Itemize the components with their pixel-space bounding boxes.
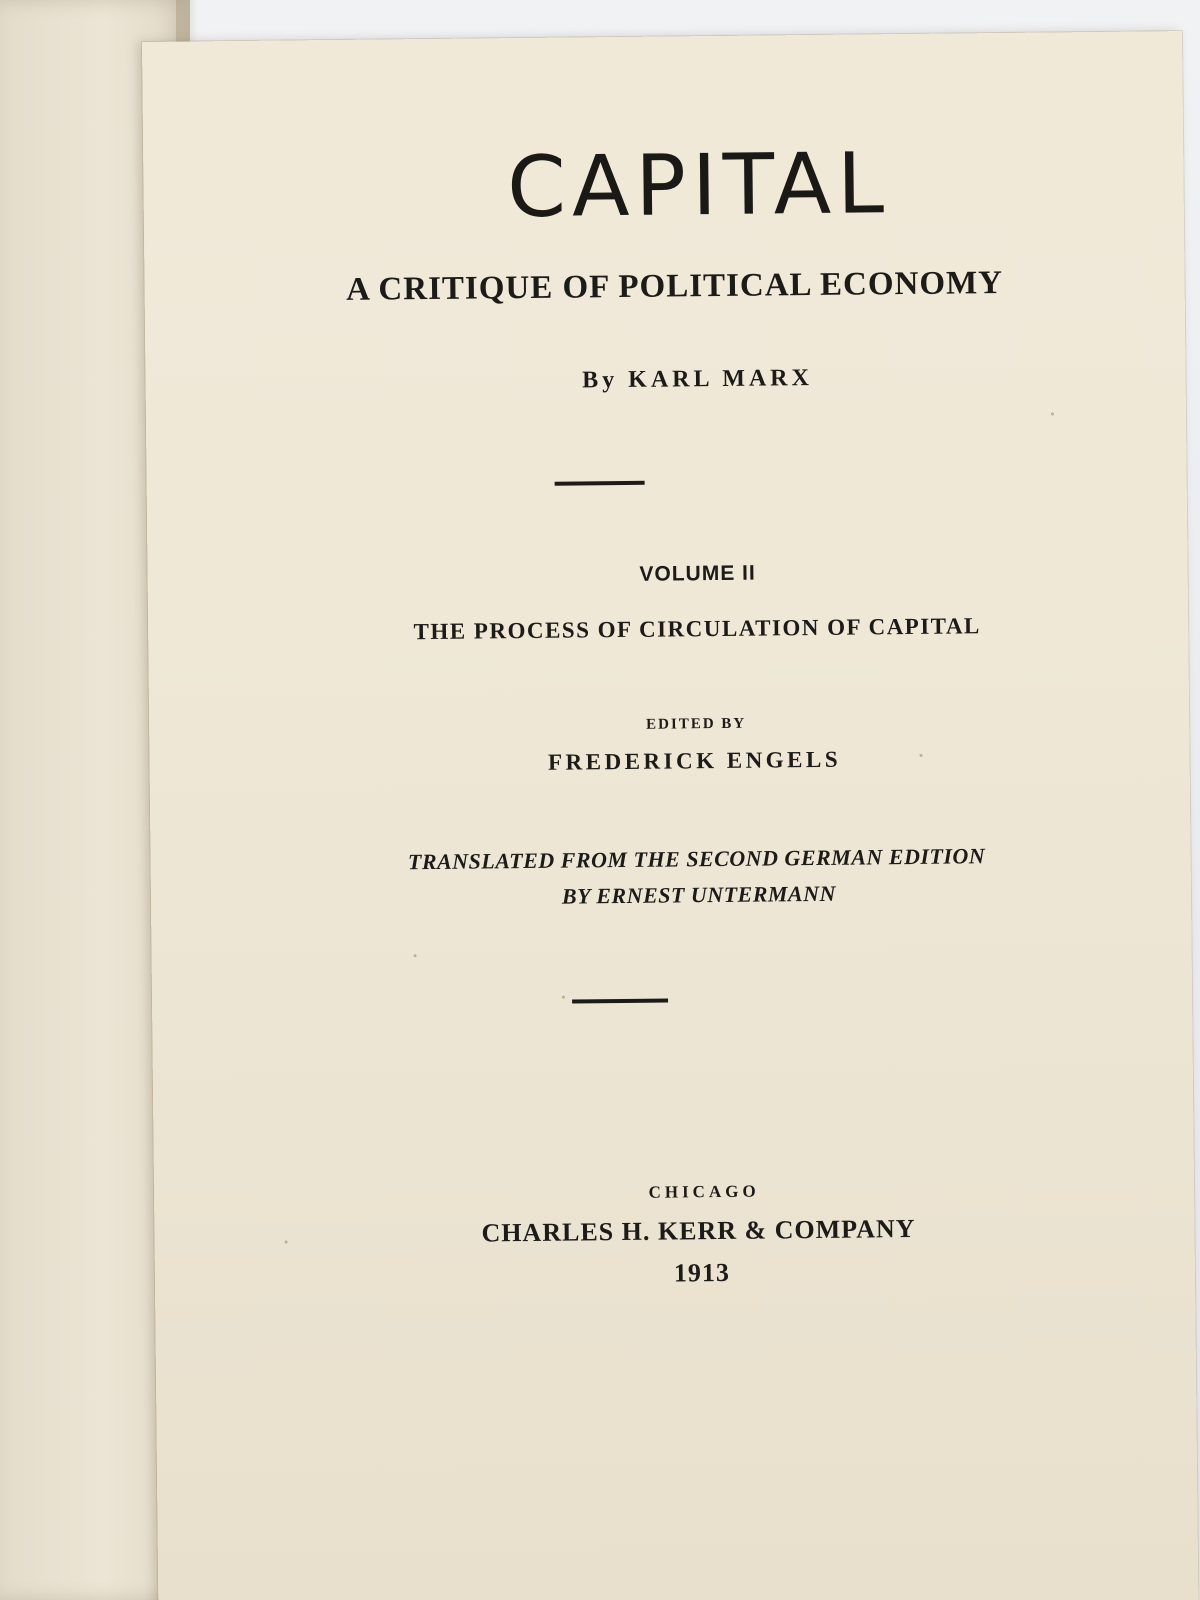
publisher-city: CHICAGO xyxy=(648,1181,760,1202)
volume-number: VOLUME II xyxy=(639,561,756,586)
translator-name: BY ERNEST UNTERMANN xyxy=(561,880,837,909)
paper-speck xyxy=(562,996,565,999)
paper-speck xyxy=(1051,412,1054,415)
title-page-content xyxy=(142,31,1198,1600)
edited-by-label: EDITED BY xyxy=(646,715,747,733)
book-subtitle: A CRITIQUE OF POLITICAL ECONOMY xyxy=(345,264,1004,308)
author-byline: By KARL MARX xyxy=(582,364,814,394)
paper-speck xyxy=(285,1241,288,1244)
paper-speck xyxy=(414,954,417,957)
title-page xyxy=(142,31,1198,1600)
paper-speck xyxy=(919,754,922,757)
book-title: CAPITAL xyxy=(506,134,891,237)
decorative-rule-top xyxy=(555,481,645,486)
volume-subtitle: THE PROCESS OF CIRCULATION OF CAPITAL xyxy=(413,613,981,645)
editor-name: FREDERICK ENGELS xyxy=(547,746,842,775)
translation-note: TRANSLATED FROM THE SECOND GERMAN EDITION xyxy=(407,843,986,875)
publication-year: 1913 xyxy=(673,1257,731,1288)
decorative-rule-bottom xyxy=(572,999,668,1004)
publisher-name: CHARLES H. KERR & COMPANY xyxy=(481,1213,916,1248)
